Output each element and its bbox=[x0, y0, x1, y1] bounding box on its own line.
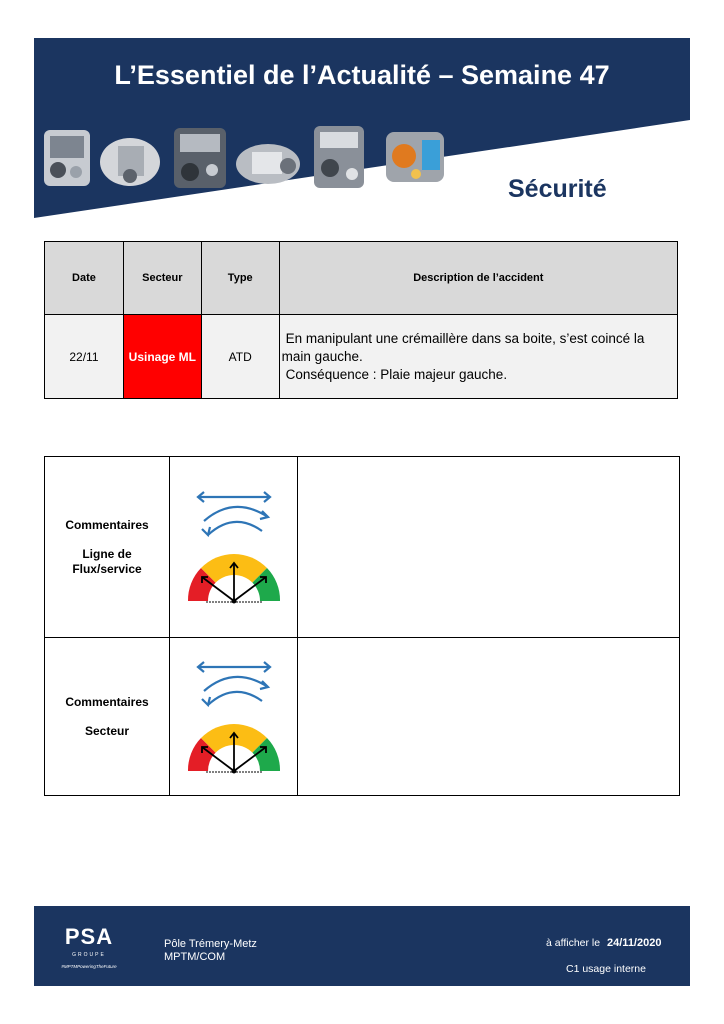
engine-image bbox=[174, 128, 226, 188]
site-info bbox=[164, 938, 257, 964]
table-row bbox=[45, 315, 678, 399]
comments-table bbox=[44, 456, 680, 796]
comments-label bbox=[45, 457, 170, 638]
gauge-icon bbox=[182, 489, 286, 605]
cell-description bbox=[279, 315, 677, 399]
logo-text: PSA bbox=[64, 924, 114, 949]
engine-images-strip bbox=[38, 122, 458, 202]
header-description: Description de l’accident bbox=[279, 242, 677, 315]
gauge-icon bbox=[182, 659, 286, 775]
usage-classification: C1 usage interne bbox=[566, 963, 646, 975]
page-title: L’Essentiel de l’Actualité – Semaine 47 bbox=[114, 60, 610, 90]
comments-text-area bbox=[298, 457, 680, 638]
description-line: En manipulant une crémaillère dans sa boite, s’est coincé la bbox=[285, 330, 645, 346]
gauge-cell bbox=[170, 638, 298, 796]
footer bbox=[34, 906, 690, 986]
comments-row-flux bbox=[45, 457, 680, 638]
logo-sub: GROUPE bbox=[72, 952, 106, 958]
engine-image bbox=[314, 126, 364, 188]
logo-hashtag: #MPTMPoweringTheFuture bbox=[61, 964, 117, 969]
header-date: Date bbox=[45, 242, 124, 315]
comments-subject: Flux/service bbox=[72, 561, 142, 576]
comments-text-area bbox=[298, 638, 680, 796]
gearbox-image bbox=[100, 138, 160, 186]
gauge-cell bbox=[170, 457, 298, 638]
site-name: Pôle Trémery-Metz bbox=[164, 938, 257, 950]
gearbox-image bbox=[236, 144, 300, 184]
comments-heading: Commentaires bbox=[65, 517, 149, 532]
comments-row-secteur bbox=[45, 638, 680, 796]
cell-secteur: Usinage ML bbox=[123, 315, 201, 399]
comments-subject: Ligne de bbox=[82, 546, 132, 561]
display-date bbox=[546, 937, 661, 949]
display-label: à afficher le bbox=[546, 937, 601, 949]
accident-table bbox=[44, 241, 678, 399]
header-type: Type bbox=[201, 242, 279, 315]
comments-label bbox=[45, 638, 170, 796]
electric-motor-image bbox=[386, 132, 444, 182]
engine-image bbox=[44, 130, 90, 186]
header-secteur: Secteur bbox=[123, 242, 201, 315]
description-line: main gauche. bbox=[281, 348, 363, 364]
display-date-value: 24/11/2020 bbox=[607, 937, 662, 949]
section-title: Sécurité bbox=[508, 175, 607, 203]
cell-type: ATD bbox=[201, 315, 279, 399]
header-banner bbox=[34, 38, 690, 218]
comments-subject: Secteur bbox=[84, 723, 130, 738]
description-line: Conséquence : Plaie majeur gauche. bbox=[285, 366, 508, 382]
cell-date: 22/11 bbox=[45, 315, 124, 399]
accident-table-header bbox=[45, 242, 678, 315]
psa-logo bbox=[54, 924, 124, 972]
comments-heading: Commentaires bbox=[65, 694, 149, 709]
site-department: MPTM/COM bbox=[164, 951, 226, 963]
